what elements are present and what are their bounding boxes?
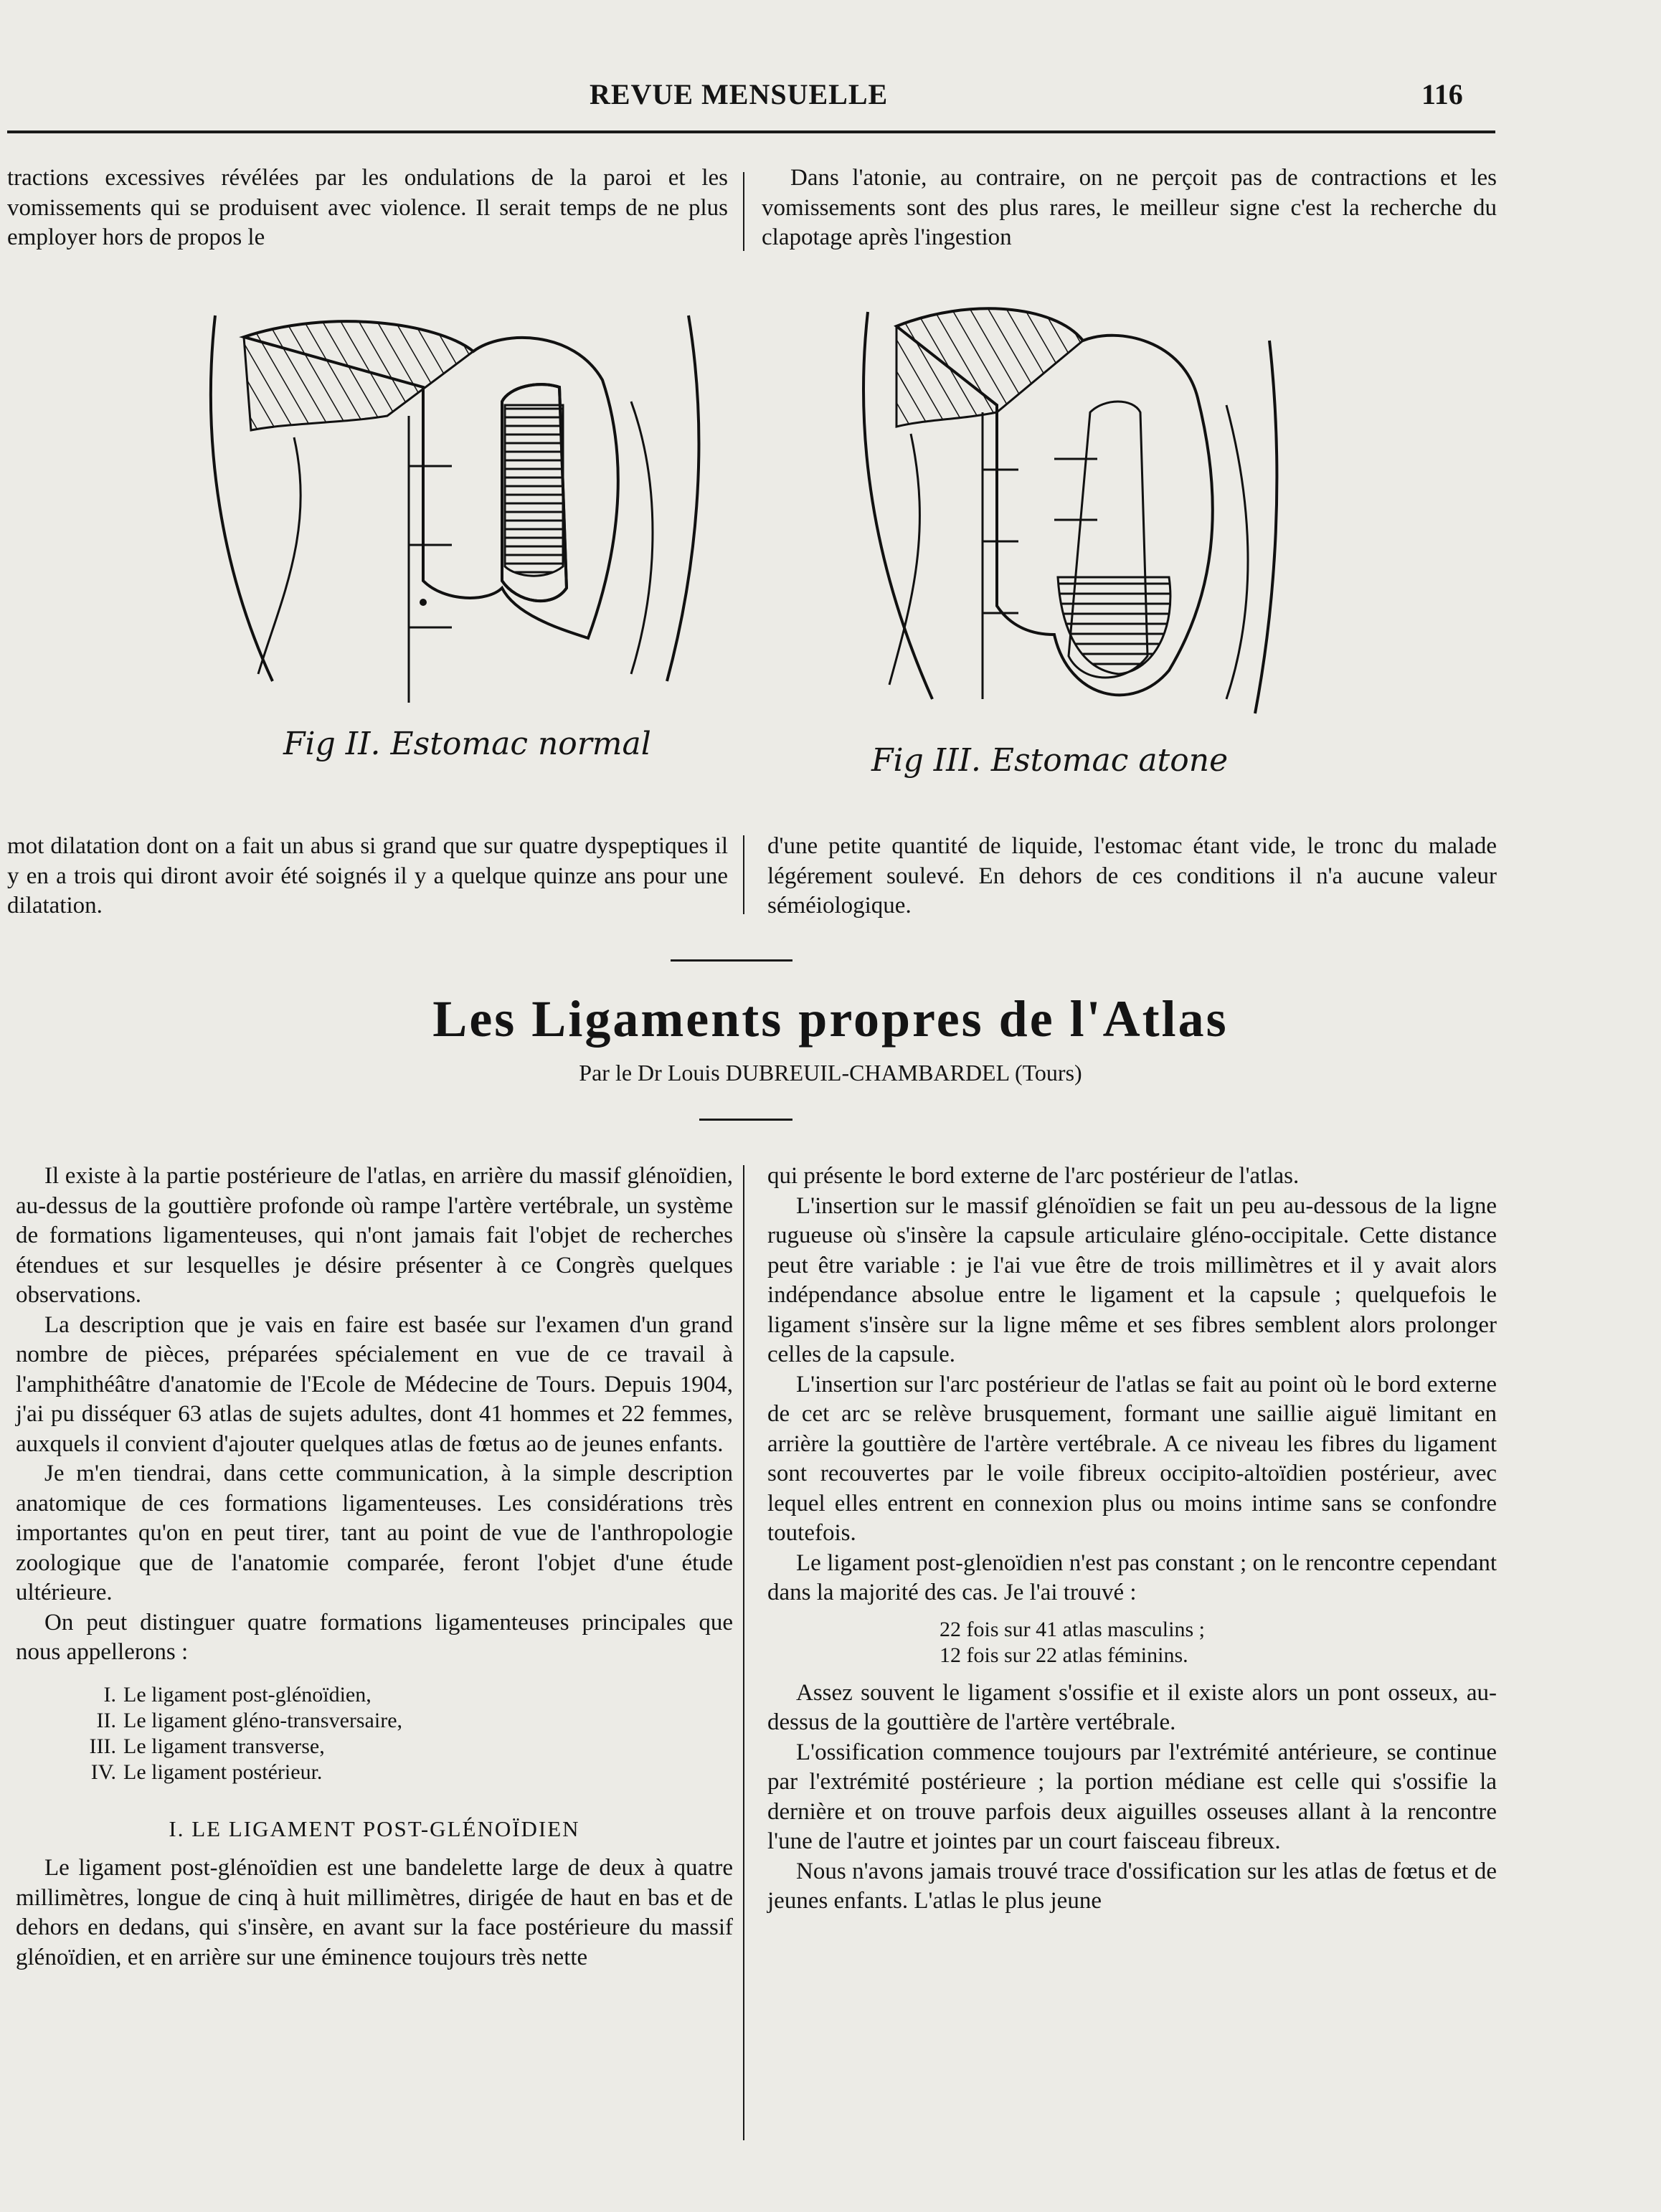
- mid-right-text: [767, 832, 1497, 921]
- right-paragraph-5: Assez souvent le ligament s'ossifie et il existe alors un pont osseux, au-dessus de la gouttière de l'artère vertébrale.: [767, 1679, 1497, 1735]
- top-right-text: [762, 163, 1497, 253]
- right-paragraph-4: Le ligament post-glenoïdien n'est pas constant ; on le rencontre cependant dans la majorité des cas. Je l'ai trouvé :: [767, 1549, 1497, 1605]
- list-item: III. Le ligament transverse,: [89, 1734, 325, 1758]
- article-byline: Par le Dr Louis DUBREUIL-CHAMBARDEL (Tours): [579, 1060, 1082, 1086]
- left-paragraph-2: La description que je vais en faire est basée sur l'examen d'un grand nombre de pièces, préparées spécialement en vue de ce travail à l'amphithéâtre d'anatomie de l'Ecole de Médecine de Tours. Depuis 1904, j'ai pu disséquer 63 atlas de sujets adultes, dont 41 hommes et 22 femmes, auxquels il convient d'ajouter quelques atlas de fœtus ao de jeunes enfants.: [16, 1311, 733, 1457]
- list-item: IV. Le ligament postérieur.: [90, 1760, 323, 1784]
- journal-title: REVUE MENSUELLE: [590, 78, 889, 110]
- right-paragraph-3: L'insertion sur l'arc postérieur de l'atlas se fait au point où le bord externe de cet arc se relève brusquement, formant une saillie aiguë limitant en arrière la gouttière de l'artère vertébrale. A ce niveau les fibres du ligament sont recouvertes par le voile fibreux occipito-altoïdien postérieur, avec lequel elles entrent en connexion plus ou moins intime sans se confondre toutefois.: [767, 1371, 1497, 1546]
- title-rule-bottom: [699, 1119, 792, 1121]
- right-paragraph-7: Nous n'avons jamais trouvé trace d'ossification sur les atlas de fœtus et de jeunes enfants. L'atlas le plus jeune: [767, 1858, 1497, 1914]
- top-left-text: [7, 163, 728, 253]
- figure-2-illustration: [201, 301, 703, 717]
- mid-left-paragraph: mot dilatation dont on a fait un abus si grand que sur quatre dyspeptiques il y en a trois qui diront avoir été soignés il y a quelque quinze ans pour une dilatation.: [7, 833, 728, 918]
- top-left-paragraph: tractions excessives révélées par les ondulations de la paroi et les vomissements qui se produisent avec violence. Il serait temps de ne plus employer hors de propos le: [7, 165, 728, 250]
- page-number: 116: [1421, 78, 1463, 110]
- left-paragraph-3: Je m'en tiendrai, dans cette communication, à la simple description anatomique de ces formations ligamenteuses. Les considérations très importantes qu'on en peut tirer, tant au point de vue de l'anthropologie zoologique que de l'anatomie comparée, feront l'objet d'une étude ultérieure.: [16, 1461, 733, 1605]
- figure-2-caption: Fig II. Estomac normal: [283, 726, 651, 762]
- list-item: I. Le ligament post-glénoïdien,: [103, 1682, 372, 1707]
- title-rule-top: [671, 959, 792, 962]
- top-right-paragraph: Dans l'atonie, au contraire, on ne perçoit pas de contractions et les vomissements sont des plus rares, le meilleur signe c'est la recherche du clapotage après l'ingestion: [762, 165, 1497, 250]
- running-head: [0, 77, 1661, 120]
- left-paragraph-5: Le ligament post-glénoïdien est une bandelette large de deux à quatre millimètres, longue de cinq à huit millimètres, dirigée de haut en bas et de dehors en dedans, qui s'insère, en avant sur la face postérieure du massif glénoïdien, et en arrière sur une éminence toujours très nette: [16, 1855, 733, 1970]
- column-divider-top: [743, 172, 744, 251]
- column-divider-mid: [743, 835, 744, 914]
- right-paragraph-6: L'ossification commence toujours par l'extrémité antérieure, se continue par l'extrémité postérieure ; la portion médiane est celle qui s'ossifie la dernière et on trouve parfois deux aiguilles osseuses allant à la rencontre l'une de l'autre et jointes par un court faisceau fibreux.: [767, 1739, 1497, 1854]
- left-paragraph-1: Il existe à la partie postérieure de l'atlas, en arrière du massif glénoïdien, au-dessus de la gouttière profonde où rampe l'artère vertébrale, un système de formations ligamenteuses, qui n'ont jamais fait l'objet de recherches étendues et sur lesquelles je désire présenter à ce Congrès quelques observations.: [16, 1163, 733, 1308]
- article-left-column: [16, 1162, 733, 1973]
- right-paragraph-2: L'insertion sur le massif glénoïdien se fait un peu au-dessous de la ligne rugueuse où s'insère la capsule articulaire gléno-occipitale. Cette distance peut être variable : je l'ai vue être de trois millimètres et il y avait alors indépendance absolue entre le ligament et la capsule ; quelquefois le ligament s'insère sur la ligne même et ses fibres semblent alors prolonger celles de la capsule.: [767, 1192, 1497, 1367]
- left-paragraph-4: On peut distinguer quatre formations ligamenteuses principales que nous appellerons :: [16, 1609, 733, 1665]
- count-male: 22 fois sur 41 atlas masculins ;: [940, 1617, 1205, 1641]
- ligament-list: [66, 1682, 733, 1785]
- mid-right-paragraph: d'une petite quantité de liquide, l'estomac étant vide, le tronc du malade légérement soulevé. En dehors de ces conditions il n'a aucune valeur séméiologique.: [767, 833, 1497, 918]
- figure-3-illustration: [853, 298, 1284, 721]
- count-female: 12 fois sur 22 atlas féminins.: [940, 1643, 1188, 1667]
- figure-3-caption: Fig III. Estomac atone: [871, 742, 1229, 779]
- list-item: II. Le ligament gléno-transversaire,: [96, 1708, 403, 1732]
- right-paragraph-1: qui présente le bord externe de l'arc postérieur de l'atlas.: [767, 1163, 1300, 1189]
- mid-left-text: [7, 832, 728, 921]
- article-right-column: [767, 1162, 1497, 1917]
- atlas-counts: [940, 1617, 1497, 1669]
- column-divider-article: [743, 1165, 744, 2140]
- section-heading: I. LE LIGAMENT POST-GLÉNOÏDIEN: [169, 1815, 580, 1841]
- header-rule: [7, 130, 1495, 133]
- article-title: Les Ligaments propres de l'Atlas: [432, 990, 1229, 1048]
